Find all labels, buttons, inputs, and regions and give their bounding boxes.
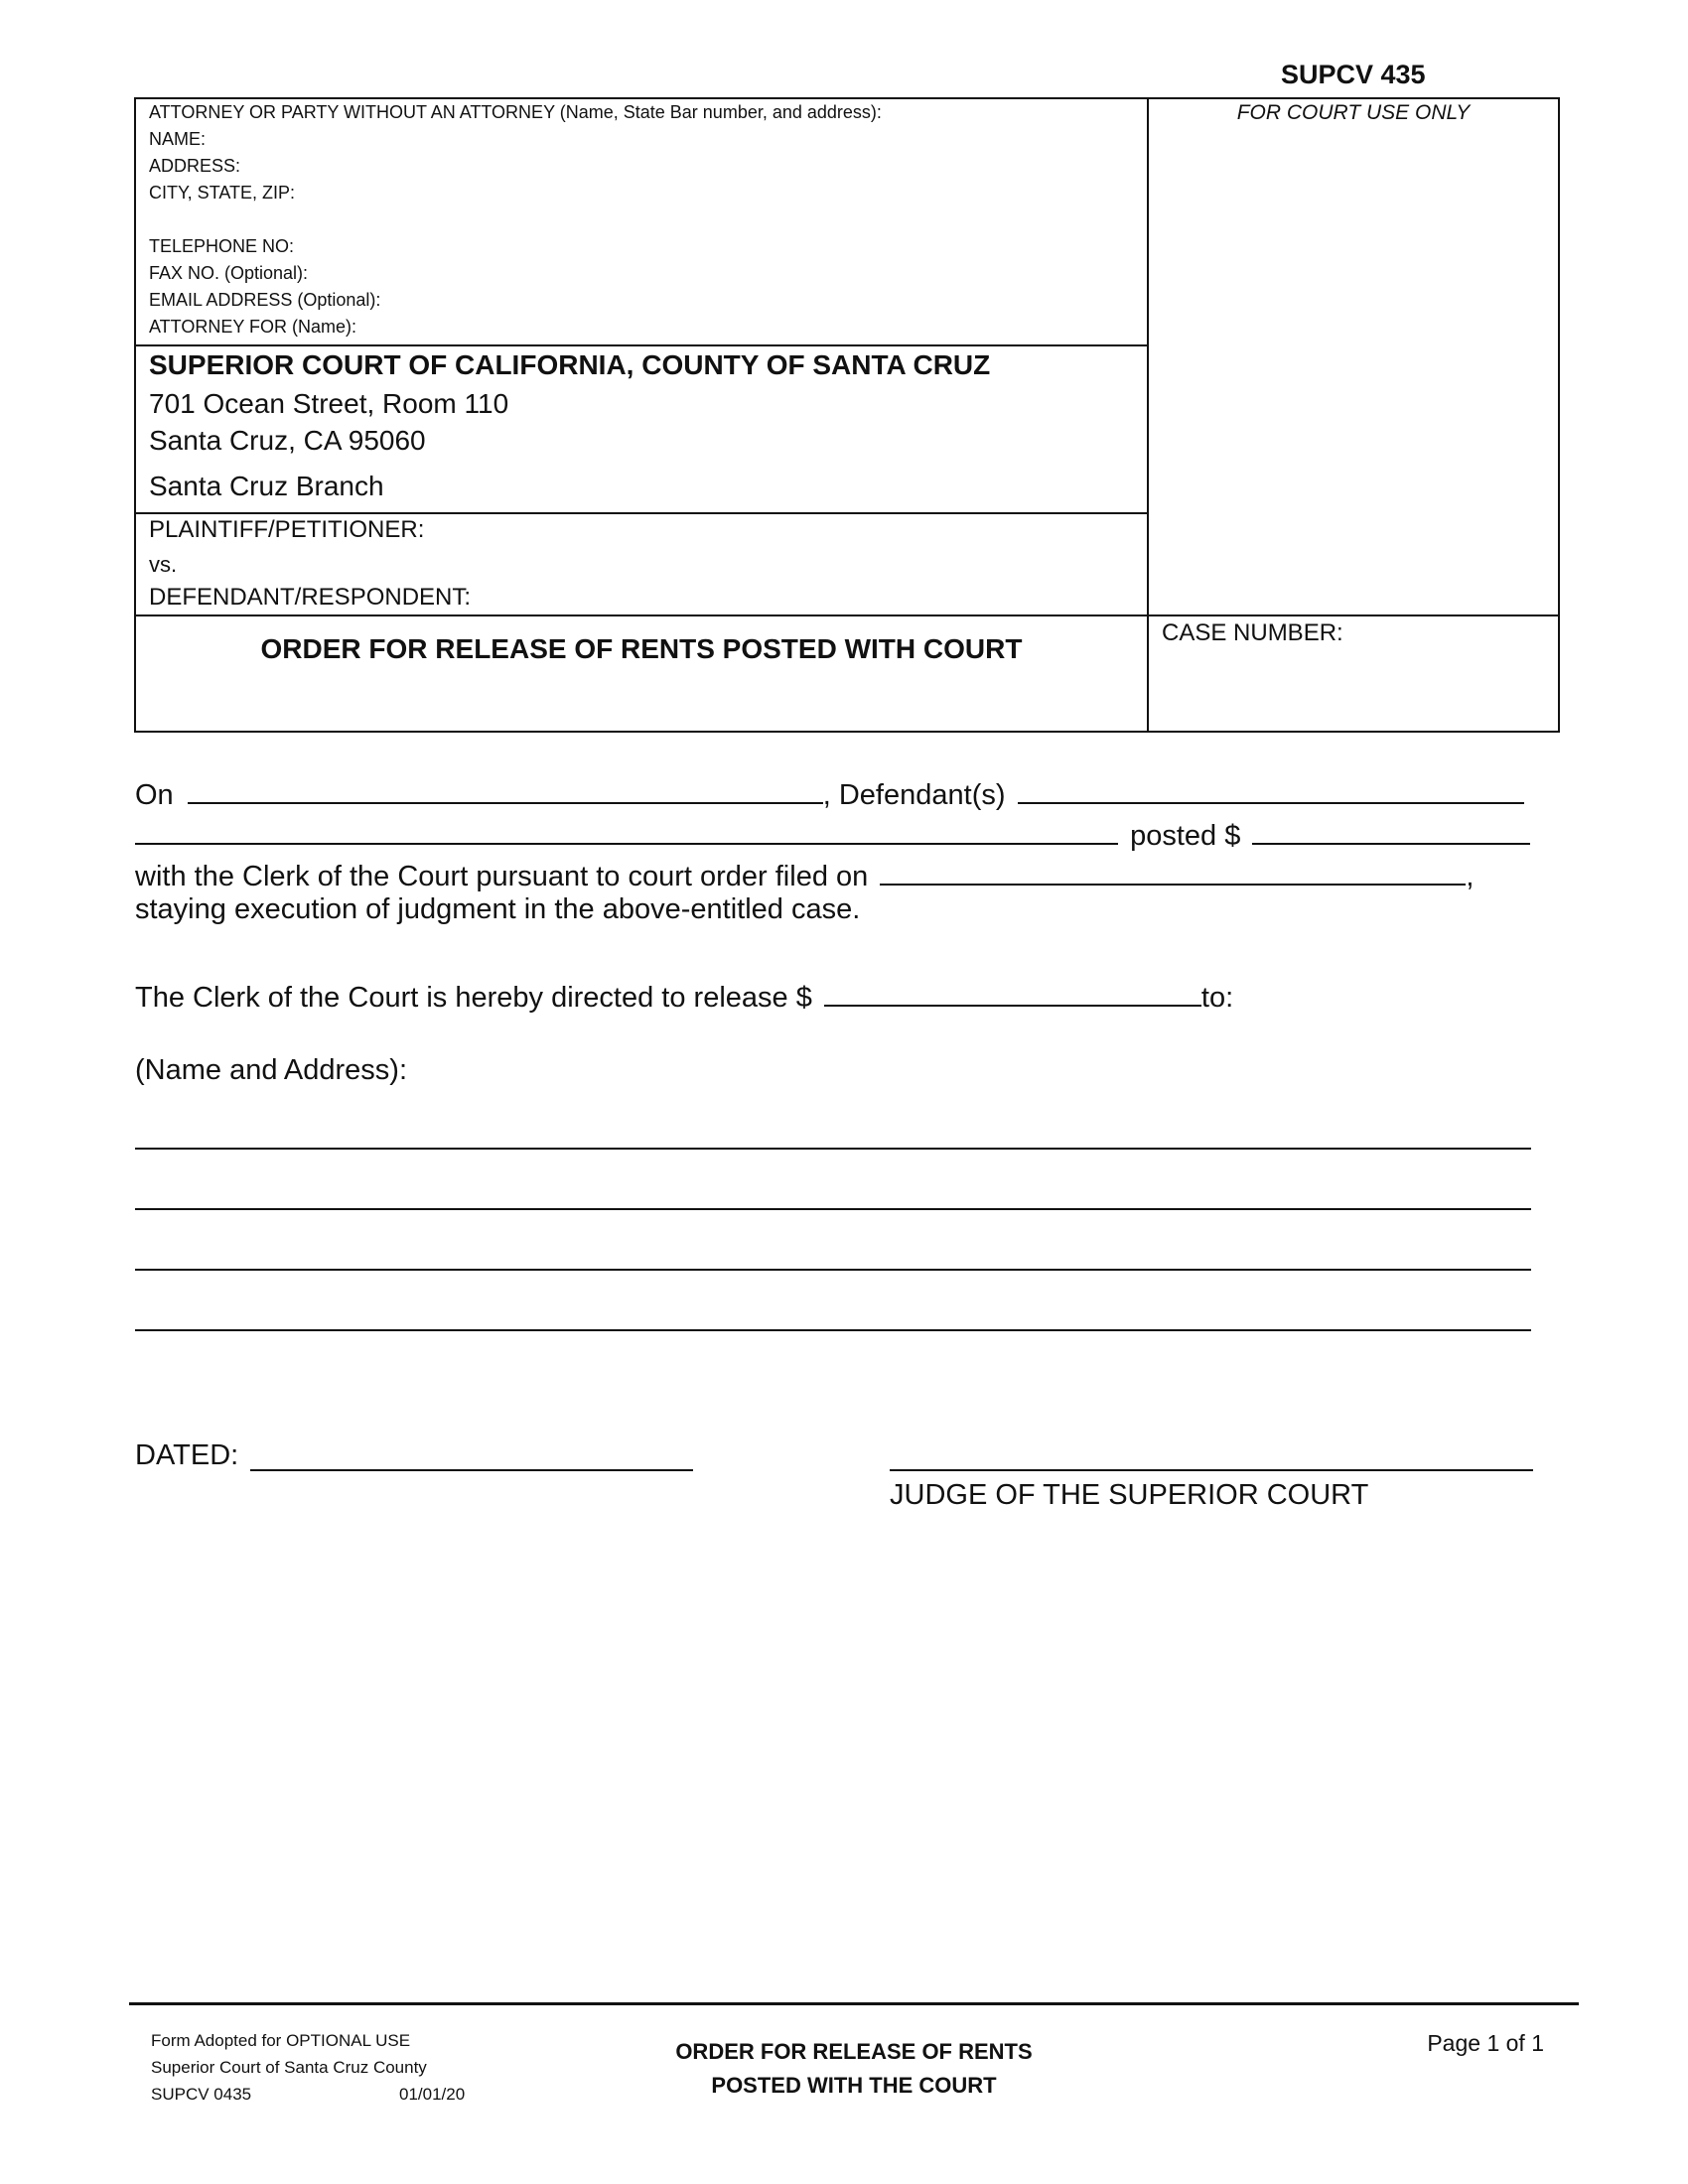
body-line-3 [135,854,1474,893]
email-label: EMAIL ADDRESS (Optional): [149,290,381,310]
defendant-name-field[interactable] [1018,772,1524,804]
order-filed-date-field[interactable] [880,854,1466,886]
release-line [135,975,1233,1015]
name-address-line-3[interactable] [135,1269,1531,1271]
footer-code: SUPCV 0435 [151,2085,252,2104]
court-name: SUPERIOR COURT OF CALIFORNIA, COUNTY OF SANTA CRUZ [149,349,991,380]
footer-title-line-1: ORDER FOR RELEASE OF RENTS [675,2039,1033,2064]
footer-title-line-2: POSTED WITH THE COURT [711,2073,997,2098]
court-street: 701 Ocean Street, Room 110 [149,388,509,419]
case-number-field[interactable] [1152,655,1554,727]
name-address-label: (Name and Address): [135,1054,408,1086]
body-line-2 [135,813,1530,853]
case-number-label: CASE NUMBER: [1162,619,1343,646]
to-label: to: [1200,982,1234,1014]
dated-label: DATED: [135,1439,239,1471]
name-address-line-4[interactable] [135,1329,1531,1331]
judge-label: JUDGE OF THE SUPERIOR COURT [890,1479,1369,1511]
release-text: The Clerk of the Court is hereby directed to release $ [135,982,812,1014]
release-amount-field[interactable] [824,975,1201,1007]
posted-amount-field[interactable] [1252,813,1530,845]
defendant-name-continued-field[interactable] [135,813,1118,845]
divider-attorney-court [134,344,1148,346]
versus-label: vs. [149,552,178,577]
city-state-zip-label: CITY, STATE, ZIP: [149,183,296,203]
staying-text: staying execution of judgment in the above-entitled case. [135,893,861,925]
footer-left [151,2027,508,2108]
comma-text: , [1466,861,1475,892]
attorney-heading: ATTORNEY OR PARTY WITHOUT AN ATTORNEY (Name, State Bar number, and address): [149,102,882,122]
telephone-label: TELEPHONE NO: [149,236,295,256]
footer-county: Superior Court of Santa Cruz County [151,2058,427,2077]
footer-adopted: Form Adopted for OPTIONAL USE [151,2031,411,2050]
fax-label: FAX NO. (Optional): [149,263,309,283]
page-number: Page 1 of 1 [1427,2030,1544,2056]
footer-title [616,2035,1092,2103]
judge-signature-line[interactable] [890,1469,1533,1471]
defendants-label: , Defendant(s) [822,779,1006,811]
defendant-label: DEFENDANT/RESPONDENT: [149,584,472,611]
divider-court-parties [134,512,1148,514]
clerk-filed-text: with the Clerk of the Court pursuant to court order filed on [135,861,869,892]
date-posted-field[interactable] [188,772,823,804]
posted-label: posted $ [1130,820,1241,852]
caption-vertical-divider [1147,97,1149,733]
footer-rule [129,2002,1579,2005]
dated-field[interactable] [250,1469,693,1471]
name-address-line-2[interactable] [135,1208,1531,1210]
court-use-label: FOR COURT USE ONLY [1236,101,1471,124]
court-city: Santa Cruz, CA 95060 [149,425,426,456]
name-address-line-1[interactable] [135,1148,1531,1150]
attorney-for-label: ATTORNEY FOR (Name): [149,317,357,337]
document-title: ORDER FOR RELEASE OF RENTS POSTED WITH COURT [260,633,1023,664]
body-line-1 [135,772,1524,812]
name-label: NAME: [149,129,207,149]
address-label: ADDRESS: [149,156,241,176]
plaintiff-label: PLAINTIFF/PETITIONER: [149,516,425,543]
attorney-section [149,99,1132,341]
court-branch: Santa Cruz Branch [149,471,384,501]
footer-date: 01/01/20 [399,2085,466,2104]
on-label: On [135,779,174,811]
form-number: SUPCV 435 [1281,60,1426,89]
divider-parties-title [134,614,1560,616]
footer-code-row [151,2081,508,2108]
